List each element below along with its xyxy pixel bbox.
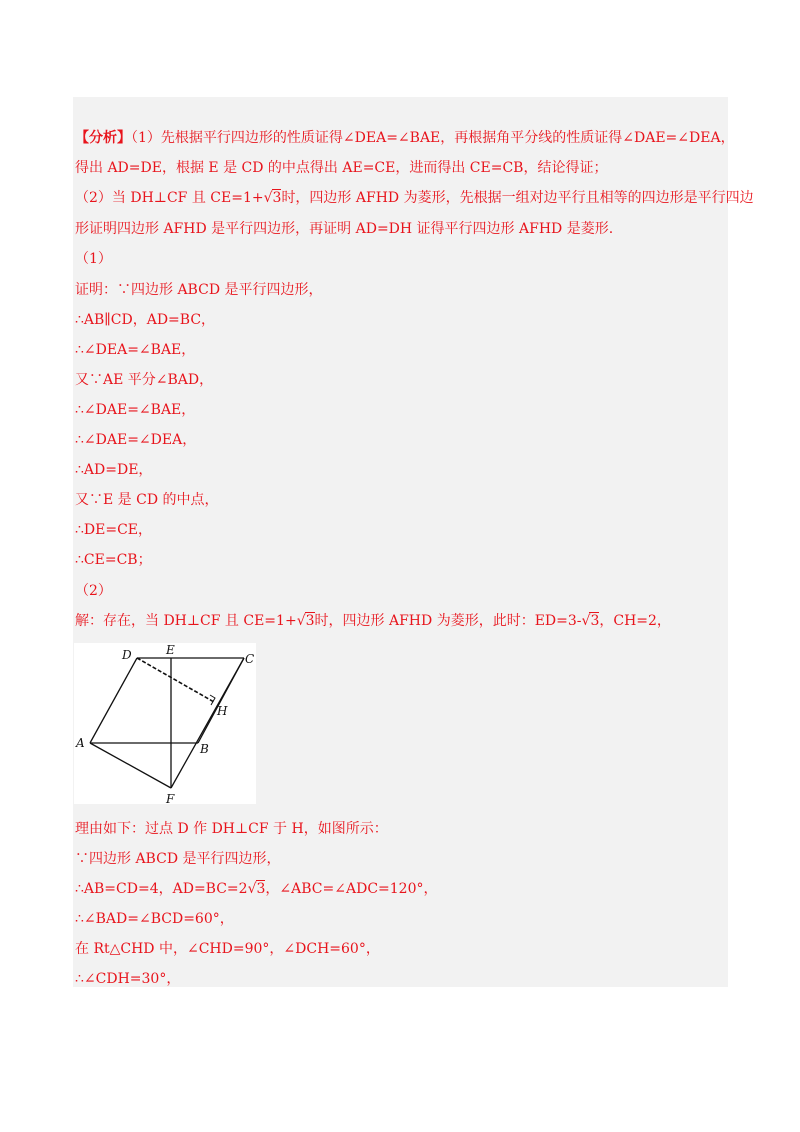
label-c: C bbox=[245, 652, 255, 666]
proof-line: ∴AB∥CD，AD=BC， bbox=[75, 312, 216, 328]
analysis-text-3c: 时，四边形 AFHD 为菱形，先根据一组对边平行且相等的四边形是平行四边 bbox=[281, 190, 754, 206]
reason-line: 在 Rt△CHD 中，∠CHD=90°，∠DCH=60°， bbox=[75, 941, 380, 957]
analysis-line-2: 得出 AD=DE，根据 E 是 CD 的中点得出 AE=CE，进而得出 CE=CB，结论得证； bbox=[75, 160, 608, 176]
segment-fc bbox=[171, 658, 244, 788]
proof-line: ∴CE=CB； bbox=[75, 552, 152, 568]
label-f: F bbox=[166, 792, 175, 804]
analysis-text-3a: （2）当 DH⊥CF 且 CE=1+ bbox=[75, 190, 264, 206]
sol-a: 解：存在，当 DH⊥CF 且 CE=1+ bbox=[75, 613, 297, 629]
equation-line: ∴AB=CD=4，AD=BC=2√3，∠ABC=∠ADC=120°， bbox=[75, 881, 438, 897]
label-d: D bbox=[122, 648, 132, 662]
proof-line: 又∵E 是 CD 的中点， bbox=[75, 492, 219, 508]
proof-line: 又∵AE 平分∠BAD， bbox=[75, 372, 214, 388]
reason-line: 理由如下：过点 D 作 DH⊥CF 于 H，如图所示： bbox=[75, 821, 388, 837]
part1-label: （1） bbox=[75, 251, 112, 267]
eq-c: ，∠ABC=∠ADC=120°， bbox=[265, 881, 438, 897]
reason-line: ∴∠BAD=∠BCD=60°， bbox=[75, 911, 234, 927]
sqrt-3: 3 bbox=[256, 881, 266, 897]
proof-line: ∴∠DAE=∠DEA， bbox=[75, 432, 197, 448]
analysis-text-1: （1）先根据平行四边形的性质证得∠DEA=∠BAE，再根据角平分线的性质证得∠DAE=∠DEA， bbox=[131, 130, 735, 146]
proof-line: ∴AD=DE， bbox=[75, 462, 153, 478]
segment-da bbox=[90, 658, 137, 743]
reason-line: ∴∠CDH=30°， bbox=[75, 971, 181, 987]
label-h: H bbox=[217, 704, 228, 718]
analysis-line-4: 形证明四边形 AFHD 是平行四边形，再证明 AD=DH 证得平行四边形 AFHD 是菱形. bbox=[75, 221, 614, 237]
parallelogram-diagram bbox=[74, 643, 256, 804]
sol-e: ，CH=2， bbox=[599, 613, 671, 629]
proof-line: 证明：∵四边形 ABCD 是平行四边形， bbox=[75, 282, 323, 298]
analysis-line-1 bbox=[75, 128, 735, 148]
eq-a: ∴AB=CD=4，AD=BC=2 bbox=[75, 881, 248, 897]
sqrt-3: 3 bbox=[305, 613, 315, 629]
label-b: B bbox=[200, 742, 209, 756]
proof-line: ∴∠DEA=∠BAE， bbox=[75, 342, 196, 358]
proof-line: ∴∠DAE=∠BAE， bbox=[75, 402, 196, 418]
segment-af bbox=[90, 743, 171, 788]
analysis-tag: 【分析】 bbox=[75, 130, 131, 146]
analysis-line-3: （2）当 DH⊥CF 且 CE=1+√3时，四边形 AFHD 为菱形，先根据一组对边平行且相等的四边形是平行四边 bbox=[75, 190, 754, 206]
proof-line: ∴DE=CE， bbox=[75, 522, 153, 538]
label-e: E bbox=[166, 643, 175, 657]
label-a: A bbox=[76, 736, 85, 750]
segment-dh-dashed bbox=[137, 658, 214, 702]
sqrt-3: 3 bbox=[590, 613, 600, 629]
solution-line: 解：存在，当 DH⊥CF 且 CE=1+√3时，四边形 AFHD 为菱形，此时：ED=3-√3，CH=2， bbox=[75, 613, 671, 629]
sol-c: 时，四边形 AFHD 为菱形，此时：ED=3- bbox=[314, 613, 582, 629]
reason-line: ∵四边形 ABCD 是平行四边形， bbox=[75, 851, 281, 867]
sqrt-3: 3 bbox=[272, 190, 282, 206]
geometry-figure bbox=[74, 643, 256, 804]
part2-label: （2） bbox=[75, 583, 112, 599]
